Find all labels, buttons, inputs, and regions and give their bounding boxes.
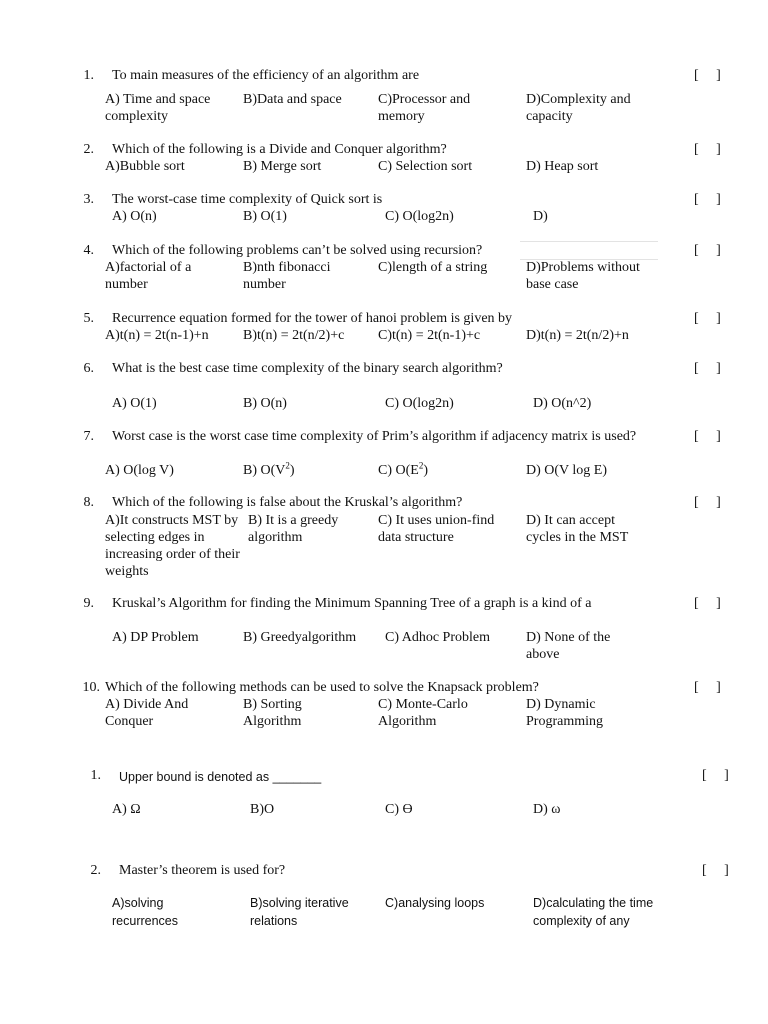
option-d: D)Problems without base case (526, 260, 640, 292)
question-number: 6. (83, 361, 94, 376)
answer-box[interactable]: [ ] (694, 68, 721, 83)
answer-box[interactable]: [ ] (694, 361, 721, 376)
option-b: B) O(n) (243, 396, 287, 411)
option-b: B)nth fibonacci number (243, 260, 331, 292)
option-a: A) Divide And Conquer (105, 697, 189, 729)
question-text: Master’s theorem is used for? (119, 863, 286, 878)
option-c: C) ϴ (385, 802, 413, 817)
text-rule (520, 241, 658, 242)
question-text: Worst case is the worst case time complexity of Prim’s algorithm if adjacency matrix is used? (112, 429, 637, 444)
option-c: C) It uses union-find data structure (378, 513, 495, 545)
option-a: A)solving recurrences (112, 896, 178, 928)
option-d: D) O(n^2) (533, 396, 592, 411)
question-number: 10. (82, 680, 100, 695)
question-number: 4. (83, 243, 94, 258)
answer-box[interactable]: [ ] (694, 142, 721, 157)
option-c: C)Processor and memory (378, 92, 471, 124)
option-a: A) DP Problem (112, 630, 199, 645)
option-a: A)factorial of a number (105, 260, 192, 292)
option-c: C)length of a string (378, 260, 488, 275)
question-text: Which of the following methods can be used to solve the Knapsack problem? (105, 680, 539, 695)
question-text: The worst-case time complexity of Quick sort is (112, 192, 383, 207)
option-b: B) Merge sort (243, 159, 322, 174)
option-d: D) Dynamic Programming (526, 697, 603, 729)
option-d: D) Heap sort (526, 159, 599, 174)
question-text: Which of the following problems can’t be solved using recursion? (112, 243, 483, 258)
option-d: D) O(V log E) (526, 463, 608, 478)
answer-box[interactable]: [ ] (702, 863, 729, 878)
option-a: A) Ω (112, 802, 141, 817)
question-text: Which of the following is a Divide and Conquer algorithm? (112, 142, 447, 157)
option-b: B) Greedyalgorithm (243, 630, 357, 645)
option-d: D)t(n) = 2t(n/2)+n (526, 328, 629, 343)
question-number: 8. (83, 495, 94, 510)
question-number: 7. (83, 429, 94, 444)
option-a: A) O(n) (112, 209, 157, 224)
option-d: D)Complexity and capacity (526, 92, 631, 124)
question-number: 5. (83, 311, 94, 326)
answer-box[interactable]: [ ] (694, 192, 721, 207)
option-c: C)analysing loops (385, 896, 485, 910)
option-d: D) It can accept cycles in the MST (526, 513, 629, 545)
answer-box[interactable]: [ ] (694, 243, 721, 258)
option-c: C)t(n) = 2t(n-1)+c (378, 328, 481, 343)
option-a: A) O(log V) (105, 463, 174, 478)
option-b: B) O(1) (243, 209, 287, 224)
option-a: A) O(1) (112, 396, 157, 411)
option-c: C) Selection sort (378, 159, 473, 174)
question-text: Recurrence equation formed for the tower of hanoi problem is given by (112, 311, 513, 326)
option-a: A)Bubble sort (105, 159, 185, 174)
answer-box[interactable]: [ ] (694, 495, 721, 510)
question-number: 2. (83, 142, 94, 157)
option-a: A) Time and space complexity (105, 92, 211, 124)
question-number: 9. (83, 596, 94, 611)
question-text: Kruskal’s Algorithm for finding the Minimum Spanning Tree of a graph is a kind of a (112, 596, 592, 611)
question-text: Upper bound is denoted as _______ (119, 770, 322, 784)
question-number: 1. (83, 68, 94, 83)
answer-box[interactable]: [ ] (694, 680, 721, 695)
answer-box[interactable]: [ ] (694, 429, 721, 444)
answer-box[interactable]: [ ] (694, 311, 721, 326)
option-d: D)calculating the time complexity of any (533, 896, 654, 928)
question-number: 1. (90, 768, 101, 783)
option-c: C) Adhoc Problem (385, 630, 490, 645)
option-b: B) It is a greedy algorithm (248, 513, 339, 545)
option-c: C) $O(E^2)$ (378, 460, 428, 478)
option-a: A)It constructs MST by selecting edges in increasing order of their weights (105, 513, 240, 579)
question-text: What is the best case time complexity of the binary search algorithm? (112, 361, 503, 376)
option-d: D) ω (533, 802, 561, 817)
option-b: B)O (250, 802, 275, 817)
answer-box[interactable]: [ ] (702, 768, 729, 783)
question-number: 2. (90, 863, 101, 878)
option-b: B)solving iterative relations (250, 896, 349, 928)
question-text: Which of the following is false about the Kruskal’s algorithm? (112, 495, 463, 510)
option-d: D) (533, 209, 548, 224)
option-c: C) O(log2n) (385, 396, 454, 411)
question-text: To main measures of the efficiency of an algorithm are (112, 68, 420, 83)
option-b: B) Sorting Algorithm (243, 697, 302, 729)
option-a: A)t(n) = 2t(n-1)+n (105, 328, 209, 343)
option-b: B) $O(V^2)$ (243, 460, 295, 478)
answer-box[interactable]: [ ] (694, 596, 721, 611)
option-b: B)t(n) = 2t(n/2)+c (243, 328, 345, 343)
question-number: 3. (83, 192, 94, 207)
option-b: B)Data and space (243, 92, 342, 107)
option-c: C) Monte-Carlo Algorithm (378, 697, 468, 729)
option-c: C) O(log2n) (385, 209, 454, 224)
option-d: D) None of the above (526, 630, 611, 662)
